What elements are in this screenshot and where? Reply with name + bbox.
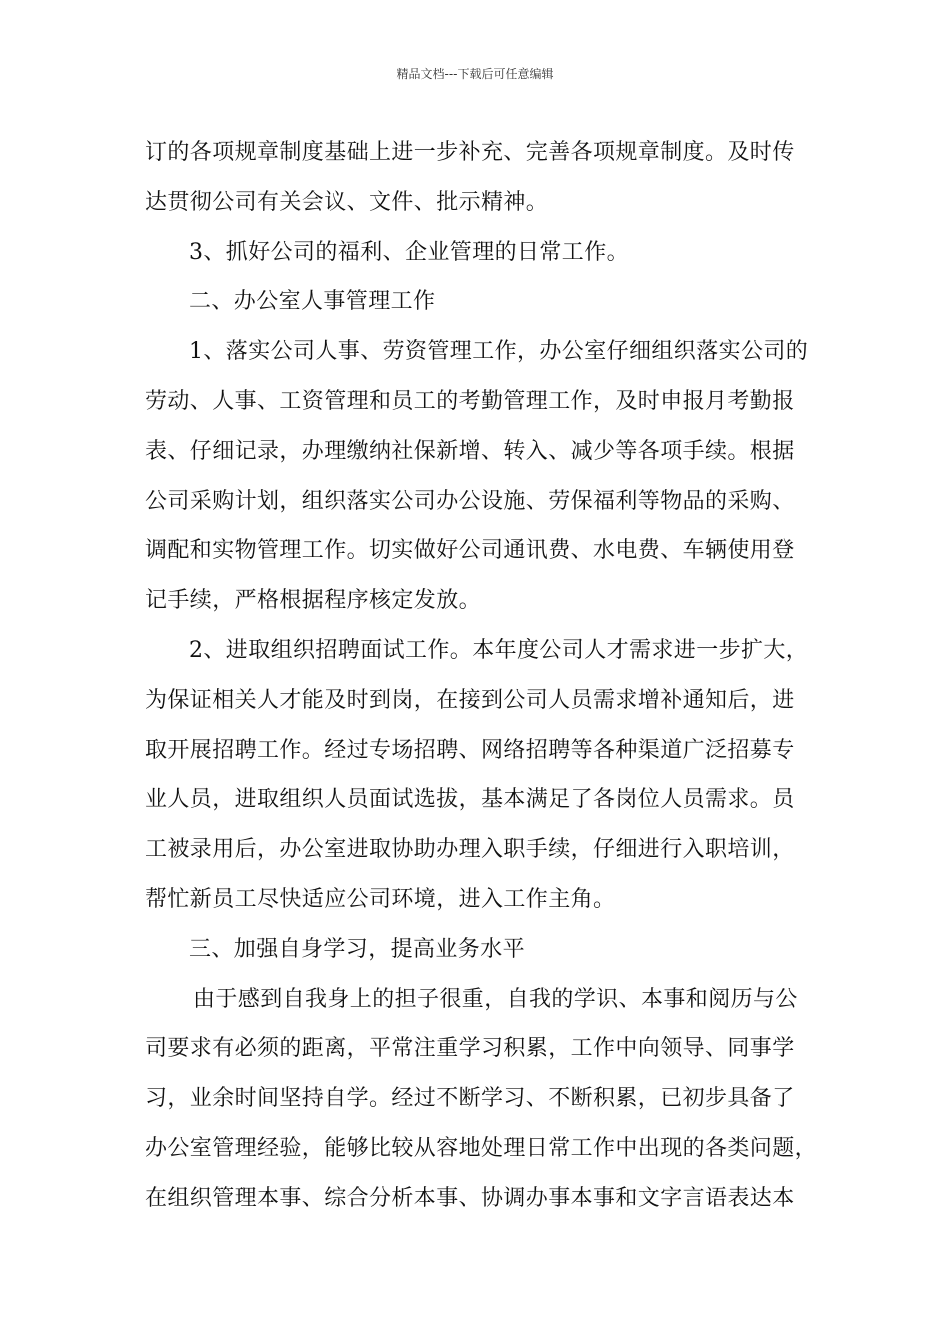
- text-line: 为保证相关人才能及时到岗，在接到公司人员需求增补通知后，进: [145, 687, 795, 713]
- text-line: 3、抓好公司的福利、企业管理的日常工作。: [189, 239, 629, 265]
- document-body: [145, 128, 825, 1224]
- text-line: 公司采购计划，组织落实公司办公设施、劳保福利等物品的采购、: [145, 488, 795, 514]
- text-line: 订的各项规章制度基础上进一步补充、完善各项规章制度。及时传: [145, 140, 795, 165]
- text-line: 办公室管理经验，能够比较从容地处理日常工作中出现的各类问题，: [145, 1135, 818, 1161]
- page-header: 精品文档---下载后可任意编辑: [396, 67, 554, 81]
- text-line: 司要求有必须的距离，平常注重学习积累，工作中向领导、同事学: [145, 1036, 795, 1062]
- text-line: 取开展招聘工作。经过专场招聘、网络招聘等各种渠道广泛招募专: [145, 737, 795, 763]
- text-line: 帮忙新员工尽快适应公司环境，进入工作主角。: [145, 886, 616, 912]
- text-line: 记手续，严格根据程序核定发放。: [145, 588, 482, 614]
- text-line: 由于感到自我身上的担子很重，自我的学识、本事和阅历与公: [193, 986, 798, 1012]
- text-line: 劳动、人事、工资管理和员工的考勤管理工作，及时申报月考勤报: [145, 388, 795, 414]
- text-line: 在组织管理本事、综合分析本事、协调办事本事和文字言语表达本: [145, 1185, 795, 1211]
- section-heading: 三、加强自身学习，提高业务水平: [189, 936, 526, 962]
- section-heading: 二、办公室人事管理工作: [189, 289, 436, 315]
- text-line: 1、落实公司人事、劳资管理工作，办公室仔细组织落实公司的: [189, 339, 809, 365]
- text-line: 达贯彻公司有关会议、文件、批示精神。: [145, 189, 549, 215]
- text-line: 业人员，进取组织人员面试选拔，基本满足了各岗位人员需求。员: [145, 787, 795, 813]
- text-line: 习，业余时间坚持自学。经过不断学习、不断积累，已初步具备了: [145, 1086, 795, 1112]
- text-line: 2、进取组织招聘面试工作。本年度公司人才需求进一步扩大，: [189, 637, 809, 663]
- text-line: 工被录用后，办公室进取协助办理入职手续，仔细进行入职培训，: [145, 837, 795, 863]
- text-line: 调配和实物管理工作。切实做好公司通讯费、水电费、车辆使用登: [145, 538, 795, 564]
- text-line: 表、仔细记录，办理缴纳社保新增、转入、减少等各项手续。根据: [145, 438, 795, 464]
